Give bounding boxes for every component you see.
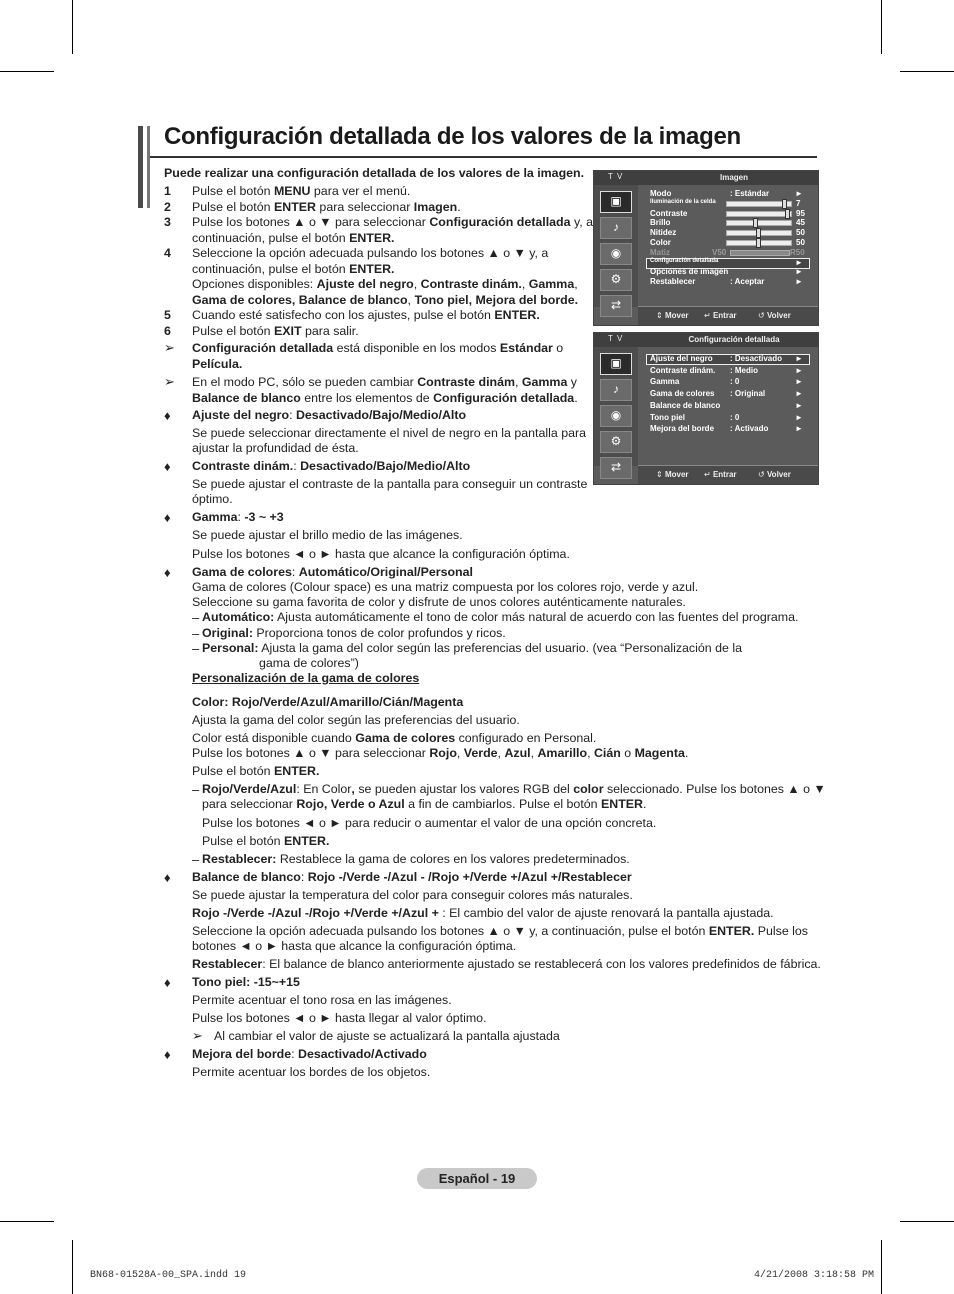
- body-text: Permite acentuar los bordes de los objetos.: [192, 1065, 431, 1079]
- slider-knob[interactable]: [753, 218, 758, 228]
- dash-icon: –: [192, 626, 200, 641]
- note-text: Balance de blanco entre los elementos de Configuración detallada.: [192, 390, 578, 405]
- menu-item-value: 50: [796, 228, 805, 238]
- body-text: Color está disponible cuando Gama de colores configurado en Personal.: [192, 731, 597, 745]
- chevron-right-icon: ►: [795, 257, 803, 267]
- menu-item-label[interactable]: Balance de blanco: [650, 400, 721, 410]
- menu-item-value: : 0: [730, 377, 740, 387]
- body-text: Restablecer: Restablece la gama de colores en los valores predeterminados.: [202, 852, 630, 866]
- step-text: continuación, pulse el botón ENTER.: [192, 261, 395, 276]
- sound-icon[interactable]: ♪: [600, 217, 632, 239]
- footer-move: ⇕ Mover: [656, 470, 689, 479]
- step-text: Opciones disponibles: Ajuste del negro, Contraste dinám., Gamma,: [192, 277, 578, 291]
- step-number: 4: [164, 246, 171, 260]
- body-text: ajustar la profundidad de ésta.: [192, 441, 359, 455]
- tv-menu-header: [594, 171, 818, 185]
- bullet-diamond-icon: ♦: [164, 565, 171, 580]
- body-text: Ajuste del negro: Desactivado/Bajo/Medio/Alto: [192, 408, 467, 422]
- menu-item-label[interactable]: Nitidez: [650, 228, 677, 238]
- body-text: Pulse los botones ◄ o ► hasta llegar al valor óptimo.: [192, 1011, 487, 1025]
- step-number: 6: [164, 323, 171, 338]
- title-decoration: [147, 126, 150, 208]
- body-text: Seleccione su gama favorita de color y disfrute de unos colores auténticamente naturales.: [192, 595, 686, 609]
- intro-text: Puede realizar una configuración detallada de los valores de la imagen.: [164, 166, 585, 180]
- body-text: Se puede ajustar el brillo medio de las imágenes.: [192, 528, 463, 542]
- dash-icon: –: [192, 782, 200, 797]
- step-number: 5: [164, 308, 171, 322]
- body-text: Balance de blanco: Rojo -/Verde -/Azul - /Rojo +/Verde +/Azul +/Restablecer: [192, 870, 632, 884]
- step-text: Seleccione la opción adecuada pulsando los botones ▲ o ▼ y, a: [192, 246, 549, 260]
- footer-enter: ↵ Entrar: [704, 470, 737, 479]
- step-text: Gama de colores, Balance de blanco, Tono piel, Mejora del borde.: [192, 292, 579, 307]
- tv-menu-configuracion-detallada: [593, 332, 819, 485]
- body-text: Pulse los botones ◄ o ► para reducir o aumentar el valor de una opción concreta.: [202, 816, 657, 830]
- body-text: Pulse el botón ENTER.: [192, 764, 320, 778]
- body-text: Permite acentuar el tono rosa en las imágenes.: [192, 993, 452, 1007]
- setup-icon[interactable]: ⚙: [600, 431, 632, 453]
- tv-menu-sidebar: [594, 185, 638, 312]
- menu-item-label[interactable]: Opciones de imagen: [650, 267, 729, 277]
- crop-mark: [881, 1240, 882, 1294]
- body-text: Al cambiar el valor de ajuste se actualizará la pantalla ajustada: [214, 1029, 560, 1043]
- crop-mark: [72, 0, 73, 54]
- input-icon[interactable]: ⇄: [600, 295, 632, 317]
- chevron-right-icon: ►: [795, 412, 803, 422]
- page-title: Configuración detallada de los valores de la imagen: [164, 123, 741, 150]
- tv-menu-imagen: [593, 170, 819, 326]
- menu-item-value: : 0: [730, 412, 740, 422]
- crop-mark: [881, 0, 882, 54]
- bullet-diamond-icon: ♦: [164, 975, 171, 990]
- footer-return: ↺ Volver: [758, 311, 791, 320]
- body-text: Pulse los botones ▲ o ▼ para seleccionar Rojo, Verde, Azul, Amarillo, Cián o Magenta.: [192, 746, 689, 760]
- menu-slider: [730, 250, 790, 256]
- chevron-right-icon: ►: [795, 365, 803, 375]
- note-text: Configuración detallada está disponible en los modos Estándar o: [192, 341, 564, 355]
- menu-item-value: : Aceptar: [730, 277, 765, 287]
- menu-item-value: V50: [712, 247, 727, 257]
- body-text: Restablecer: El balance de blanco anteriormente ajustado se restablecerá con los valores predefinidos de fábrica.: [192, 957, 821, 971]
- step-text: Pulse el botón EXIT para salir.: [192, 323, 359, 338]
- tv-menu-footer: [638, 465, 818, 484]
- slider-knob[interactable]: [756, 228, 761, 238]
- channel-icon[interactable]: ◉: [600, 243, 632, 265]
- body-text: óptimo.: [192, 492, 233, 506]
- menu-item-value: 7: [796, 198, 801, 208]
- menu-item-value: : Estándar: [730, 189, 770, 198]
- tv-menu-header: [594, 333, 818, 347]
- crop-mark: [72, 1240, 73, 1294]
- body-text: Ajusta la gama del color según las preferencias del usuario.: [192, 713, 520, 727]
- note-arrow-icon: ➢: [164, 340, 175, 355]
- body-text: Gama de colores: Automático/Original/Personal: [192, 565, 473, 579]
- menu-item-value: : Original: [730, 389, 766, 399]
- menu-item-value: 95: [796, 208, 805, 218]
- menu-item-value: 45: [796, 218, 805, 228]
- menu-item-label[interactable]: Contraste: [650, 208, 688, 218]
- chevron-right-icon: ►: [795, 400, 803, 410]
- bullet-diamond-icon: ♦: [164, 510, 171, 525]
- chevron-right-icon: ►: [795, 267, 803, 277]
- step-text: Cuando esté satisfecho con los ajustes, pulse el botón ENTER.: [192, 308, 540, 322]
- body-text: Pulse el botón ENTER.: [202, 834, 330, 848]
- body-text: Personalización de la gama de colores: [192, 671, 420, 685]
- setup-icon[interactable]: ⚙: [600, 269, 632, 291]
- body-text: Tono piel: -15~+15: [192, 975, 300, 989]
- menu-slider[interactable]: [726, 220, 792, 226]
- sound-icon[interactable]: ♪: [600, 379, 632, 401]
- body-text: Gamma: -3 ~ +3: [192, 510, 284, 524]
- menu-item-label[interactable]: Matiz: [650, 247, 670, 257]
- body-text: Se puede ajustar el contraste de la pantalla para conseguir un contraste: [192, 477, 588, 491]
- menu-item-label[interactable]: Restablecer: [650, 277, 696, 287]
- bullet-diamond-icon: ♦: [164, 1047, 171, 1062]
- page-number: Español - 19: [417, 1168, 537, 1189]
- tv-menu-title: Configuración detallada: [688, 335, 780, 344]
- body-text: gama de colores”): [259, 656, 359, 670]
- tv-menu-sidebar: [594, 347, 638, 474]
- chevron-right-icon: ►: [795, 389, 803, 399]
- file-slug: BN68-01528A-00_SPA.indd 19: [90, 1270, 247, 1281]
- body-text: Rojo -/Verde -/Azul -/Rojo +/Verde +/Azul + : El cambio del valor de ajuste renovará la pantalla ajustada.: [192, 906, 774, 920]
- input-icon[interactable]: ⇄: [600, 457, 632, 479]
- chevron-right-icon: ►: [795, 189, 803, 198]
- chevron-right-icon: ►: [795, 354, 803, 363]
- title-rule: [150, 156, 817, 158]
- slider-knob[interactable]: [785, 209, 790, 219]
- note-text: En el modo PC, sólo se pueden cambiar Contraste dinám, Gamma y: [192, 375, 577, 389]
- chevron-right-icon: ►: [795, 377, 803, 387]
- crop-mark: [0, 1221, 54, 1222]
- step-number: 2: [164, 199, 171, 214]
- body-text: Personal: Ajusta la gama del color según las preferencias del usuario. (vea “Personalización de la: [202, 641, 742, 655]
- bullet-diamond-icon: ♦: [164, 408, 171, 423]
- body-text: Original: Proporciona tonos de color profundos y ricos.: [202, 626, 506, 640]
- footer-enter: ↵ Entrar: [704, 311, 737, 320]
- body-text: Se puede seleccionar directamente el nivel de negro en la pantalla para: [192, 426, 587, 440]
- step-number: 1: [164, 184, 171, 198]
- menu-item-label[interactable]: Mejora del borde: [650, 424, 715, 434]
- dash-icon: –: [192, 641, 200, 656]
- body-text: Seleccione la opción adecuada pulsando los botones ▲ o ▼ y, a continuación, pulse el botón ENTER. Pulse los: [192, 924, 809, 938]
- tv-menu-title: Imagen: [719, 173, 748, 182]
- crop-mark: [0, 71, 54, 72]
- menu-item-value: : Desactivado: [730, 354, 783, 363]
- menu-item-value: : Medio: [730, 365, 758, 375]
- menu-item-label[interactable]: Contraste dinám.: [650, 365, 716, 375]
- step-text: Pulse el botón ENTER para seleccionar Imagen.: [192, 199, 461, 214]
- note-arrow-icon: ➢: [192, 1028, 203, 1043]
- bullet-diamond-icon: ♦: [164, 459, 171, 474]
- menu-item-value: : Activado: [730, 424, 769, 434]
- title-decoration: [138, 126, 143, 208]
- footer-move: ⇕ Mover: [656, 311, 689, 320]
- crop-mark: [900, 1221, 954, 1222]
- body-text: Contraste dinám.: Desactivado/Bajo/Medio/Alto: [192, 459, 471, 473]
- step-number: 3: [164, 215, 171, 229]
- picture-icon[interactable]: ▣: [600, 353, 632, 375]
- menu-item-label[interactable]: Brillo: [650, 218, 671, 228]
- chevron-right-icon: ►: [795, 424, 803, 434]
- chevron-right-icon: ►: [795, 277, 803, 287]
- tv-label: T V: [608, 172, 624, 181]
- crop-mark: [900, 71, 954, 72]
- dash-icon: –: [192, 852, 200, 867]
- menu-slider[interactable]: [726, 211, 792, 217]
- channel-icon[interactable]: ◉: [600, 405, 632, 427]
- menu-item-value: 50: [796, 238, 805, 247]
- tv-label: T V: [608, 334, 624, 343]
- picture-icon[interactable]: ▣: [600, 191, 632, 213]
- body-text: Pulse los botones ◄ o ► hasta que alcance la configuración óptima.: [192, 547, 570, 561]
- footer-return: ↺ Volver: [758, 470, 791, 479]
- step-text: Pulse el botón MENU para ver el menú.: [192, 184, 411, 198]
- dash-icon: –: [192, 610, 200, 625]
- date-slug: 4/21/2008 3:18:58 PM: [754, 1270, 875, 1281]
- menu-item-label[interactable]: Color: [650, 238, 671, 247]
- tv-menu-footer: [638, 306, 818, 325]
- menu-item-label[interactable]: Ajuste del negro: [650, 354, 713, 363]
- menu-item-label[interactable]: Iluminación de la celda: [650, 198, 716, 205]
- slider-knob[interactable]: [756, 238, 761, 248]
- bullet-diamond-icon: ♦: [164, 870, 171, 885]
- body-text: Rojo/Verde/Azul: En Color, se pueden ajustar los valores RGB del color seleccionado. Pulse los botones ▲ o ▼: [202, 782, 826, 796]
- note-text: Película.: [192, 356, 243, 371]
- body-text: Automático: Ajusta automáticamente el tono de color más natural de acuerdo con las fuentes del programa.: [202, 610, 799, 624]
- menu-item-label[interactable]: Modo: [650, 189, 672, 198]
- body-text: Gama de colores (Colour space) es una matriz compuesta por los colores rojo, verde y azul.: [192, 580, 699, 594]
- menu-item-label[interactable]: Configuración detallada: [650, 257, 719, 264]
- step-text: Pulse los botones ▲ o ▼ para seleccionar Configuración detallada y, a: [192, 215, 593, 229]
- body-text: Se puede ajustar la temperatura del color para conseguir colores más naturales.: [192, 888, 633, 902]
- body-text: para seleccionar Rojo, Verde o Azul a fin de cambiarlos. Pulse el botón ENTER.: [202, 797, 647, 811]
- slider-knob[interactable]: [782, 199, 787, 209]
- menu-item-label[interactable]: Gama de colores: [650, 389, 715, 399]
- step-text: continuación, pulse el botón ENTER.: [192, 230, 395, 245]
- menu-item-value: R50: [790, 247, 805, 257]
- menu-item-label[interactable]: Tono piel: [650, 412, 685, 422]
- body-text: botones ◄ o ► hasta que alcance la configuración óptima.: [192, 939, 517, 953]
- menu-item-label[interactable]: Gamma: [650, 377, 680, 387]
- body-text: Color: Rojo/Verde/Azul/Amarillo/Cián/Magenta: [192, 695, 464, 709]
- note-arrow-icon: ➢: [164, 374, 175, 389]
- body-text: Mejora del borde: Desactivado/Activado: [192, 1047, 427, 1061]
